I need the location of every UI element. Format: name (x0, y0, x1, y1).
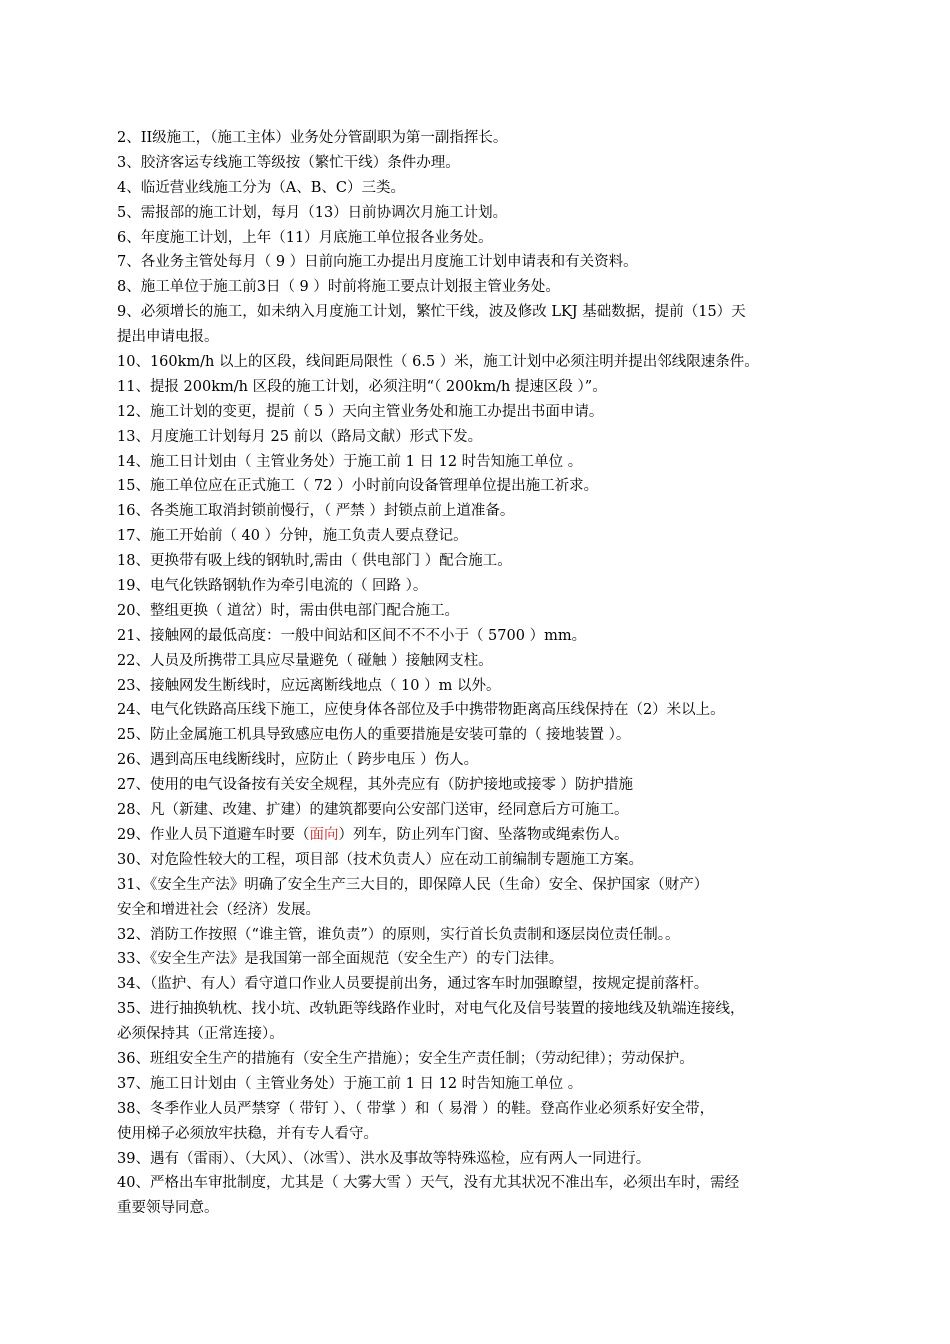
item-3: 3、胶济客运专线施工等级按（繁忙干线）条件办理。 (117, 154, 460, 171)
item-6: 6、年度施工计划，上年（11）月底施工单位报各业务处。 (117, 229, 493, 246)
item-11: 11、提报 200km/h 区段的施工计划，必须注明“（ 200km/h 提速区段 ）”。 (117, 378, 607, 395)
item-38: 38、冬季作业人员严禁穿（ 带钉 ）、（ 带掌 ）和（ 易滑 ）的鞋。登高作业必须系好安全带， (117, 1100, 715, 1117)
item-12: 12、施工计划的变更，提前（ 5 ）天向主管业务处和施工办提出书面申请。 (117, 403, 604, 420)
item-31: 31、《安全生产法》明确了安全生产三大目的，即保障人民（生命）安全、保护国家（财产） (117, 876, 709, 893)
item-34: 34、（监护、有人）看守道口作业人员要提前出务，通过客车时加强瞭望，按规定提前落杆。 (117, 976, 709, 993)
item-39: 39、遇有（雷雨）、（大风）、（冰雪）、洪水及事故等特殊巡检，应有两人一同进行。 (117, 1150, 651, 1167)
item-35-continued: 必须保持其（正常连接）。 (117, 1026, 284, 1043)
item-10: 10、160km/h 以上的区段，线间距局限性（ 6.5 ）米，施工计划中必须注明并提出邻线限速条件。 (117, 354, 759, 371)
item-15: 15、施工单位应在正式施工（ 72 ）小时前向设备管理单位提出施工祈求。 (117, 478, 599, 495)
item-29-after: ）列车，防止列车门窗、坠落物或绳索伤人。 (338, 826, 629, 843)
item-30: 30、对危险性较大的工程，项目部（技术负责人）应在动工前编制专题施工方案。 (117, 851, 643, 868)
item-8: 8、施工单位于施工前3日（ 9 ）时前将施工要点计划报主管业务处。 (117, 279, 560, 296)
item-9: 9、必须增长的施工，如未纳入月度施工计划，繁忙干线，波及修改 LKJ 基础数据，提前（15）天 (117, 304, 746, 321)
item-27: 27、使用的电气设备按有关安全规程，其外壳应有（防护接地或接零 ）防护措施 (117, 777, 634, 794)
item-17: 17、施工开始前（ 40 ）分钟，施工负责人要点登记。 (117, 528, 468, 545)
item-2: 2、II级施工，（施工主体）业务处分管副职为第一副指挥长。 (117, 130, 508, 146)
item-28: 28、凡（新建、改建、扩建）的建筑都要向公安部门送审，经同意后方可施工。 (117, 802, 629, 819)
item-18: 18、更换带有吸上线的钢轨时,需由（ 供电部门 ）配合施工。 (117, 553, 512, 570)
item-29-before: 29、作业人员下道避车时要（ (117, 826, 310, 843)
item-36: 36、班组安全生产的措施有（安全生产措施）；安全生产责任制；（劳动纪律）；劳动保护。 (117, 1050, 694, 1067)
item-29 (117, 823, 839, 848)
document-body (117, 126, 839, 1221)
item-31-continued: 安全和增进社会（经济）发展。 (117, 901, 320, 918)
item-33: 33、《安全生产法》是我国第一部全面规范（安全生产）的专门法律。 (117, 951, 564, 968)
item-16: 16、各类施工取消封锁前慢行，（ 严禁 ）封锁点前上道准备。 (117, 503, 515, 520)
item-20: 20、整组更换（ 道岔）时，需由供电部门配合施工。 (117, 602, 460, 619)
item-29-highlight: 面向 (309, 826, 339, 843)
item-23: 23、接触网发生断线时，应远离断线地点（ 10 ）m 以外。 (117, 677, 501, 694)
item-7: 7、各业务主管处每月（ 9 ）日前向施工办提出月度施工计划申请表和有关资料。 (117, 254, 638, 271)
item-21: 21、接触网的最低高度：一般中间站和区间不不不小于（ 5700 ）mm。 (117, 627, 587, 644)
item-9-continued: 提出申请电报。 (117, 329, 219, 346)
item-4: 4、临近营业线施工分为（A、B、C）三类。 (117, 179, 405, 196)
item-24: 24、电气化铁路高压线下施工，应使身体各部位及手中携带物距离高压线保持在（2）米以上。 (117, 702, 725, 719)
item-25: 25、防止金属施工机具导致感应电伤人的重要措施是安装可靠的（ 接地装置 ）。 (117, 727, 631, 744)
item-26: 26、遇到高压电线断线时，应防止（ 跨步电压 ）伤人。 (117, 752, 479, 769)
item-14: 14、施工日计划由（ 主管业务处）于施工前 1 日 12 时告知施工单位 。 (117, 453, 583, 470)
item-40: 40、严格出车审批制度，尤其是（ 大雾大雪 ）天气，没有尤其状况不准出车，必须出车时，需经 (117, 1175, 740, 1192)
item-37: 37、施工日计划由（ 主管业务处）于施工前 1 日 12 时告知施工单位 。 (117, 1075, 583, 1092)
item-5: 5、需报部的施工计划，每月（13）日前协调次月施工计划。 (117, 204, 508, 221)
item-35: 35、进行抽换轨枕、找小坑、改轨距等线路作业时，对电气化及信号装置的接地线及轨端连接线， (117, 1001, 745, 1018)
item-19: 19、电气化铁路钢轨作为牵引电流的（ 回路 ）。 (117, 578, 428, 595)
item-32: 32、消防工作按照（“谁主管，谁负责”）的原则，实行首长负责制和逐层岗位责任制。。 (117, 926, 680, 943)
item-38-continued: 使用梯子必须放牢扶稳，并有专人看守。 (117, 1125, 378, 1142)
item-40-continued: 重要领导同意。 (117, 1200, 219, 1217)
item-13: 13、月度施工计划每月 25 前以（路局文献）形式下发。 (117, 428, 483, 445)
item-22: 22、人员及所携带工具应尽量避免（ 碰触 ）接触网支柱。 (117, 652, 493, 669)
